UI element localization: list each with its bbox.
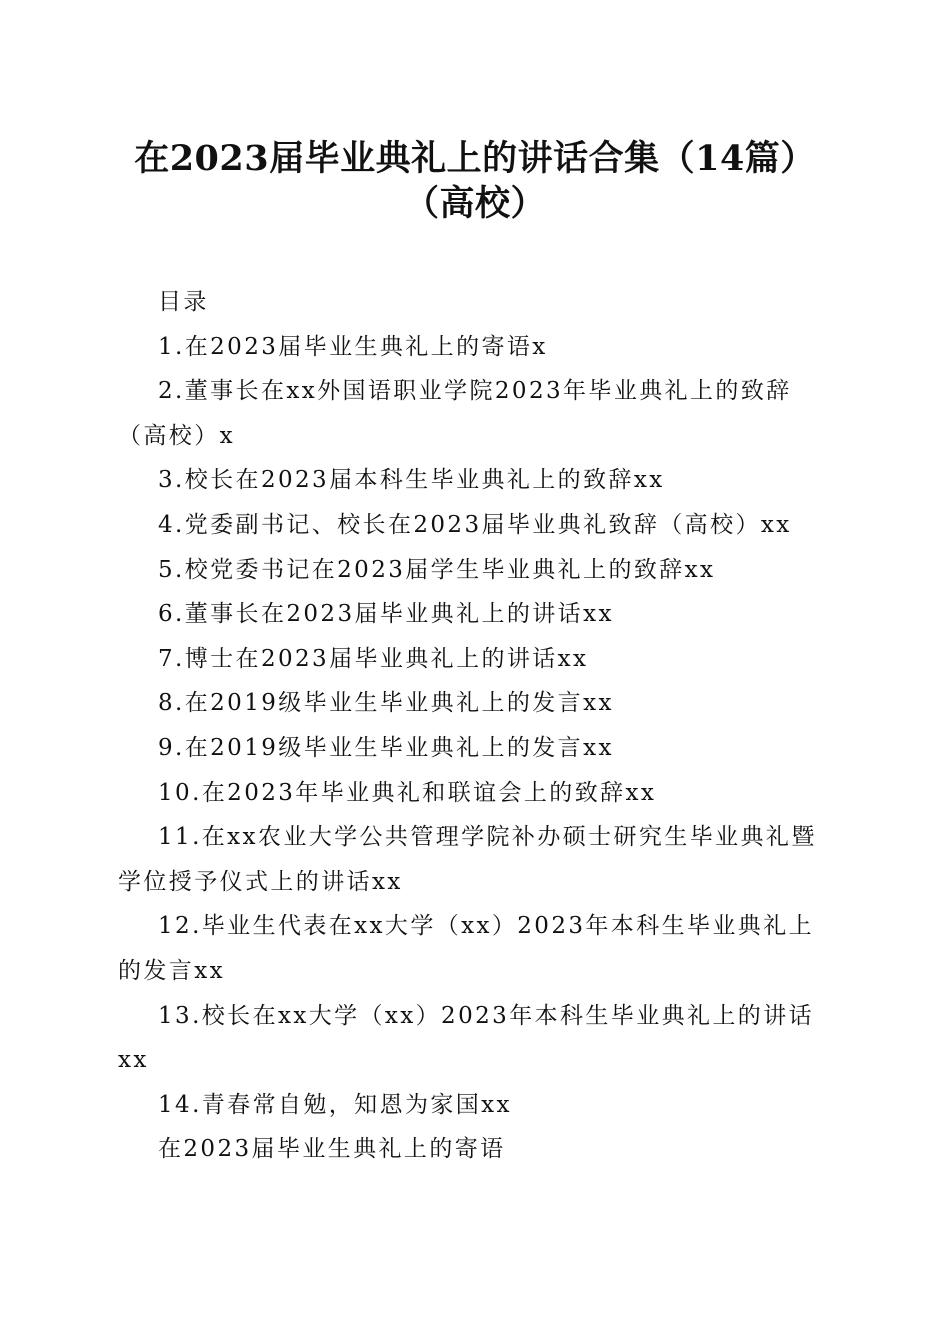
toc-item: 3.校长在2023届本科生毕业典礼上的致辞xx bbox=[158, 467, 665, 494]
table-of-contents bbox=[118, 280, 828, 1172]
toc-item: 4.党委副书记、校长在2023届毕业典礼致辞（高校）xx bbox=[158, 511, 792, 538]
toc-item: 11.在xx农业大学公共管理学院补办硕士研究生毕业典礼暨学位授予仪式上的讲话xx bbox=[118, 824, 817, 895]
toc-item: 12.毕业生代表在xx大学（xx）2023年本科生毕业典礼上的发言xx bbox=[118, 913, 814, 984]
document-title: 在2023届毕业典礼上的讲话合集（14篇） bbox=[134, 138, 816, 179]
toc-item: 1.在2023届毕业生典礼上的寄语x bbox=[158, 333, 548, 360]
toc-item: 5.校党委书记在2023届学生毕业典礼上的致辞xx bbox=[158, 556, 716, 583]
toc-item: 14.青春常自勉，知恩为家国xx bbox=[158, 1091, 512, 1118]
toc-item: 6.董事长在2023届毕业典礼上的讲话xx bbox=[158, 601, 614, 628]
toc-item: 10.在2023年毕业典礼和联谊会上的致辞xx bbox=[158, 779, 657, 806]
section-heading: 在2023届毕业生典礼上的寄语 bbox=[158, 1136, 506, 1163]
toc-item: 7.博士在2023届毕业典礼上的讲话xx bbox=[158, 645, 589, 672]
toc-heading: 目录 bbox=[158, 289, 209, 315]
toc-item: 9.在2019级毕业生毕业典礼上的发言xx bbox=[158, 734, 614, 761]
toc-item: 8.在2019级毕业生毕业典礼上的发言xx bbox=[158, 690, 614, 717]
document-subtitle: （高校） bbox=[403, 183, 546, 224]
toc-item: 2.董事长在xx外国语职业学院2023年毕业典礼上的致辞（高校）x bbox=[118, 378, 792, 449]
toc-item: 13.校长在xx大学（xx）2023年本科生毕业典礼上的讲话xx bbox=[118, 1002, 814, 1074]
